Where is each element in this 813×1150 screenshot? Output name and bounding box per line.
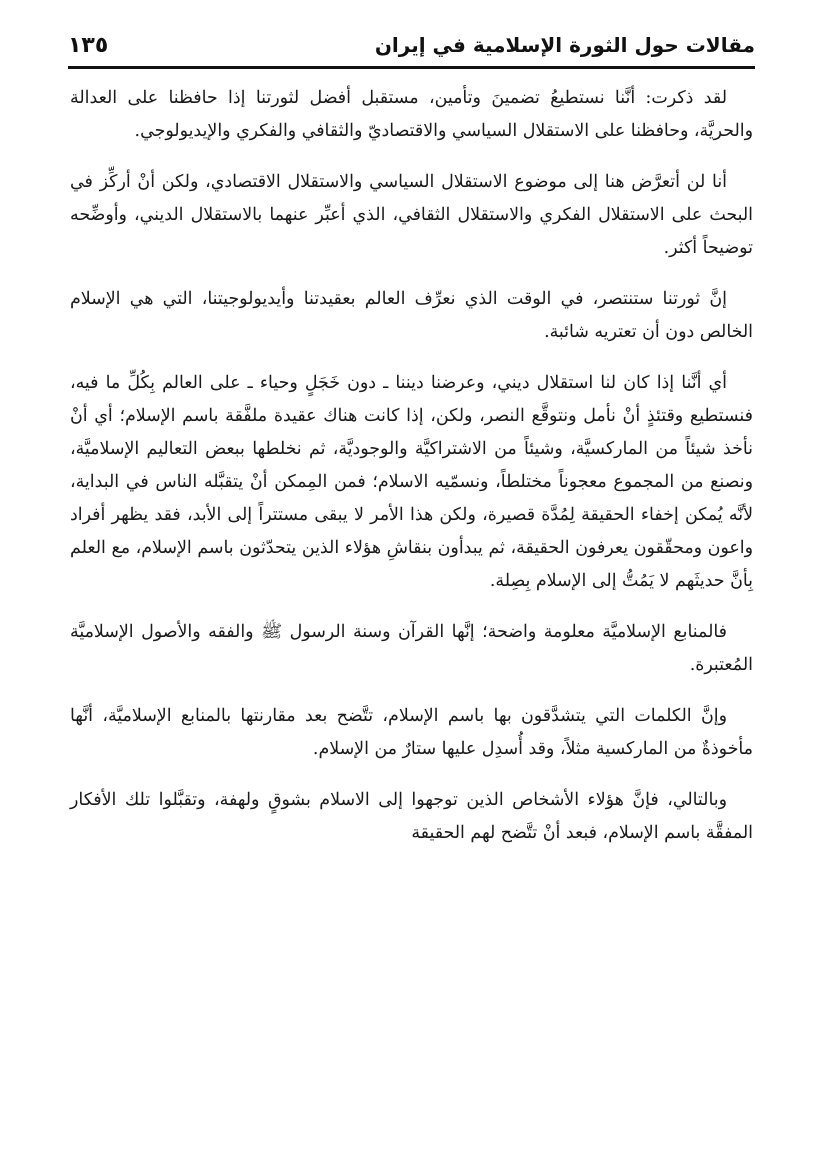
paragraph: لقد ذكرت: أنَّنا نستطيعُ تضمينَ وتأمين، مستقبل أفضل لثورتنا إذا حافظنا على العدالة والحريَّة، وحافظنا على الاستقلال السياسي والاقتصاديّ والثقافي والفكري والإيديولوجي. (70, 88, 753, 141)
page-number: ١٣٥ (68, 32, 109, 58)
paragraph: وبالتالي، فإنَّ هؤلاء الأشخاص الذين توجهوا إلى الاسلام بشوقٍ ولهفة، وتقبَّلوا تلك الأفكار المفقَّة باسم الإسلام، فبعد أنْ تتَّضح لهم الحقيقة (70, 790, 753, 843)
body-text (70, 82, 753, 850)
running-title: مقالات حول الثورة الإسلامية في إيران (374, 33, 755, 57)
paragraph: أنا لن أتعرَّض هنا إلى موضوع الاستقلال السياسي والاستقلال الاقتصادي، ولكن أنْ أركِّز في البحث على الاستقلال الفكري والاستقلال الثقافي، الذي أعبِّر عنهما بالاستقلال الديني، وأوضِّحه توضيحاً أكثر. (70, 172, 753, 258)
paragraph: فالمنابع الإسلاميَّة معلومة واضحة؛ إنَّها القرآن وسنة الرسول ﷺ والفقه والأصول الإسلاميَّة المُعتبرة. (70, 622, 753, 675)
paragraph: وإنَّ الكلمات التي يتشدَّقون بها باسم الإسلام، تتَّضح بعد مقارنتها بالمنابع الإسلاميَّة، أنَّها مأخوذةٌ من الماركسية مثلاً، وقد أُسدِل عليها ستارٌ من الإسلام. (70, 706, 753, 759)
running-header (68, 28, 755, 62)
paragraph: أي أنَّنا إذا كان لنا استقلال ديني، وعرضنا ديننا ـ دون خَجَلٍ وحياء ـ على العالم بِكُلِّ ما فيه، فنستطيع وقتئذٍ أنْ نأمل ونتوقَّع النصر، ولكن، إذا كانت هناك عقيدة ملفَّقة باسم الإسلام؛ أي أنْ نأخذ شيئاً من الماركسيَّة، وشيئاً من الاشتراكيَّة والوجوديَّة، ثم نخلطها ببعض التعاليم الإسلاميَّة، ونصنع من المجموع معجوناً مختلطاً، ونسمّيه الاسلام؛ فمن المِمكن أنْ يتقبَّله الناس في البداية، لأنَّه يُمكن إخفاء الحقيقة لِمُدَّة قصيرة، ولكن هذا الأمر لا يبقى مستتراً إلى الأبد، فقد يظهر أفراد واعون ومحقّقون يعرفون الحقيقة، ثم يبدأون بنقاشِ هؤلاء الذين يتحدّثون باسم الإسلام، مع العلم بِأنَّ حديثَهم لا يَمُتُّ إلى الإسلام بِصِلة. (70, 373, 753, 591)
paragraph: إنَّ ثورتنا ستنتصر، في الوقت الذي نعرِّف العالم بعقيدتنا وأيديولوجيتنا، التي هي الإسلام الخالص دون أن تعتريه شائبة. (70, 289, 753, 342)
header-rule (68, 66, 755, 69)
